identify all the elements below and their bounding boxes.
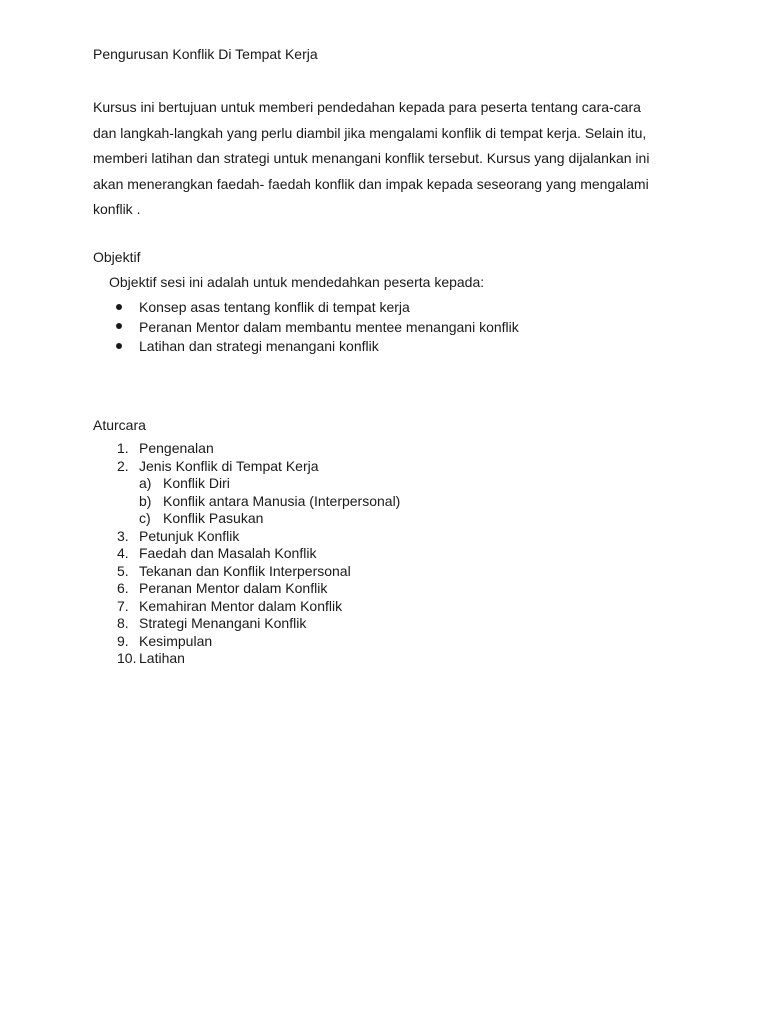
intro-paragraph: [93, 95, 713, 223]
bullet-item-text: Peranan Mentor dalam membantu mentee menangani konflik: [139, 318, 519, 335]
list-item-text: Strategi Menangani Konflik: [139, 615, 307, 631]
bullet-icon: [116, 323, 122, 329]
list-number: 9.: [117, 632, 129, 649]
aturcara-heading: Aturcara: [93, 417, 146, 433]
list-number: 8.: [117, 615, 129, 631]
bullet-item-text: Latihan dan strategi menangani konflik: [139, 338, 379, 354]
list-number: 4.: [117, 545, 129, 561]
bullet-icon: [116, 343, 122, 349]
objektif-bullet-item: [93, 318, 519, 338]
list-item-text: Petunjuk Konflik: [139, 527, 240, 544]
list-number: 5.: [117, 562, 129, 579]
document-title: Pengurusan Konflik Di Tempat Kerja: [93, 46, 318, 62]
list-letter: c): [139, 510, 151, 526]
list-item-text: Tekanan dan Konflik Interpersonal: [139, 562, 351, 579]
intro-line: akan menerangkan faedah- faedah konflik dan impak kepada seseorang yang mengalami: [93, 175, 649, 192]
objektif-bullet-item: [93, 337, 519, 357]
list-letter: b): [139, 492, 152, 509]
objektif-heading: Objektif: [93, 249, 141, 265]
list-number: 3.: [117, 527, 129, 544]
list-item-text: Kemahiran Mentor dalam Konflik: [139, 597, 343, 614]
list-item-text: Konflik Diri: [163, 475, 230, 491]
bullet-icon: [116, 304, 122, 310]
list-item-text: Peranan Mentor dalam Konflik: [139, 580, 328, 596]
list-number: 6.: [117, 580, 129, 596]
list-number: 7.: [117, 597, 129, 614]
bullet-item-text: Konsep asas tentang konflik di tempat kerja: [139, 299, 410, 315]
list-item-text: Pengenalan: [139, 440, 214, 456]
objektif-bullet-item: [93, 298, 519, 318]
intro-line: Kursus ini bertujuan untuk memberi pendedahan kepada para peserta tentang cara-cara: [93, 99, 641, 115]
list-item-text: Kesimpulan: [139, 632, 213, 649]
list-item-text: Latihan: [139, 650, 185, 666]
list-number: 1.: [117, 440, 129, 456]
intro-line: memberi latihan dan strategi untuk menangani konflik tersebut. Kursus yang dijalankan ini: [93, 150, 650, 166]
intro-line: dan langkah-langkah yang perlu diambil jika mengalami konflik di tempat kerja. Selain itu,: [93, 124, 647, 141]
objektif-lead-text: Objektif sesi ini adalah untuk mendedahkan peserta kepada:: [109, 274, 485, 290]
list-item-text: Faedah dan Masalah Konflik: [139, 545, 317, 561]
list-letter: a): [139, 475, 152, 491]
list-item-text: Jenis Konflik di Tempat Kerja: [139, 457, 319, 474]
list-item-text: Konflik Pasukan: [163, 510, 264, 526]
intro-line: konflik .: [93, 201, 141, 217]
list-number: 2.: [117, 457, 129, 474]
list-item-text: Konflik antara Manusia (Interpersonal): [163, 492, 401, 509]
list-number: 10.: [117, 650, 137, 666]
objektif-bullet-list: [93, 298, 519, 357]
